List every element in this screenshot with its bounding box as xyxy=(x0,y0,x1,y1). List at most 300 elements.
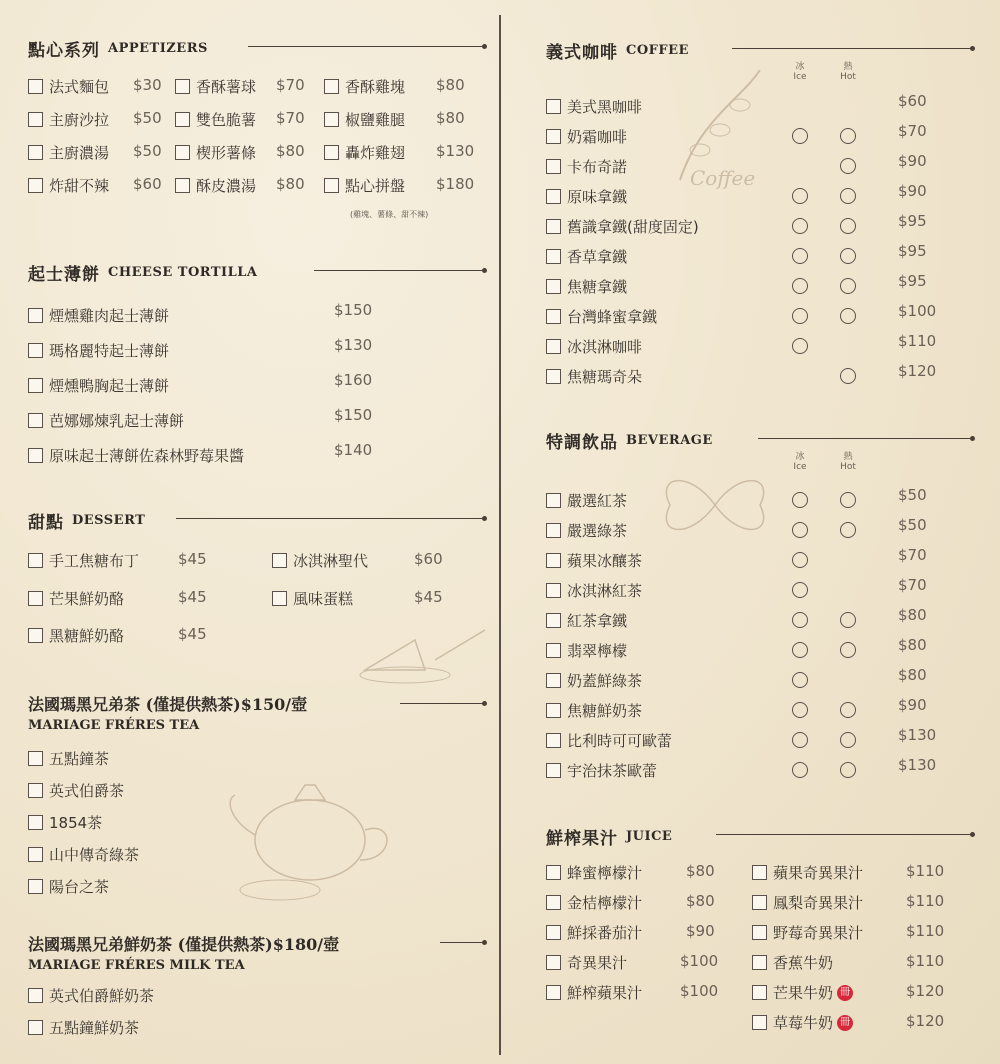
beverage-ice-header xyxy=(788,452,812,472)
beverage-hot-en: Hot xyxy=(840,462,856,472)
item-price: $70 xyxy=(898,576,927,594)
checkbox[interactable] xyxy=(28,847,43,862)
item-name: 主廚濃湯 xyxy=(49,144,110,162)
item-name: 鮮採番茄汁 xyxy=(567,924,643,942)
item-name: 焦糖拿鐵 xyxy=(567,278,628,296)
item-name: 草莓牛奶 xyxy=(773,1014,834,1032)
checkbox[interactable] xyxy=(546,673,561,688)
item-price: $95 xyxy=(898,212,927,230)
checkbox[interactable] xyxy=(546,703,561,718)
item-price: $130 xyxy=(898,726,937,744)
coffee-sketch-decoration xyxy=(660,60,780,200)
menu-item[interactable] xyxy=(324,109,405,130)
ice-marker xyxy=(792,582,808,598)
item-name: 比利時可可歐蕾 xyxy=(567,732,673,750)
menu-item[interactable] xyxy=(175,175,256,196)
item-name: 卡布奇諾 xyxy=(567,158,628,176)
menu-item[interactable] xyxy=(28,142,109,163)
item-price: $80 xyxy=(276,175,305,193)
butterfly-sketch-decoration xyxy=(650,465,780,545)
menu-item[interactable] xyxy=(28,76,109,97)
item-price: $120 xyxy=(906,1012,945,1030)
menu-item[interactable] xyxy=(272,550,368,571)
item-price: $110 xyxy=(906,952,945,970)
checkbox[interactable] xyxy=(28,79,43,94)
item-price: $50 xyxy=(898,486,927,504)
hot-marker xyxy=(840,732,856,748)
item-price: $110 xyxy=(906,892,945,910)
menu-item[interactable] xyxy=(546,700,642,721)
checkbox[interactable] xyxy=(324,178,339,193)
checkbox[interactable] xyxy=(28,378,43,393)
juice-zh: 鮮榨果汁 xyxy=(546,829,618,849)
ice-marker xyxy=(792,552,808,568)
item-name: 風味蛋糕 xyxy=(293,590,354,608)
menu-item[interactable] xyxy=(28,588,124,609)
item-name: 蜂蜜檸檬汁 xyxy=(567,864,643,882)
item-name: 冰淇淋聖代 xyxy=(293,552,369,570)
coffee-ice-zh: 冰 xyxy=(795,62,805,72)
ice-marker xyxy=(792,308,808,324)
beverage-en: BEVERAGE xyxy=(626,433,713,448)
section-title-juice xyxy=(546,824,672,849)
menu-item[interactable] xyxy=(752,862,863,883)
coffee-rule xyxy=(732,48,972,49)
checkbox[interactable] xyxy=(28,783,43,798)
item-price: $80 xyxy=(898,606,927,624)
hot-marker xyxy=(840,762,856,778)
beverage-rule xyxy=(758,438,972,439)
ice-marker xyxy=(792,642,808,658)
menu-item[interactable] xyxy=(28,780,124,801)
checkbox[interactable] xyxy=(546,583,561,598)
menu-item[interactable] xyxy=(28,305,169,326)
item-price: $110 xyxy=(906,922,945,940)
item-price: $45 xyxy=(414,588,443,606)
item-price: $45 xyxy=(178,625,207,643)
menu-item[interactable] xyxy=(546,216,699,237)
item-name: 1854茶 xyxy=(49,814,103,832)
checkbox[interactable] xyxy=(546,219,561,234)
checkbox[interactable] xyxy=(546,189,561,204)
item-price: $90 xyxy=(898,152,927,170)
beverage-hot-header xyxy=(836,452,860,472)
item-price: $60 xyxy=(414,550,443,568)
menu-item[interactable] xyxy=(28,550,139,571)
item-name: 香酥雞塊 xyxy=(345,78,406,96)
item-price: $70 xyxy=(276,109,305,127)
item-name: 芒果鮮奶酪 xyxy=(49,590,125,608)
item-name: 金桔檸檬汁 xyxy=(567,894,643,912)
checkbox[interactable] xyxy=(546,159,561,174)
menu-item[interactable] xyxy=(546,670,642,691)
ice-marker xyxy=(792,338,808,354)
checkbox[interactable] xyxy=(546,309,561,324)
menu-item[interactable] xyxy=(546,276,627,297)
beverage-hot-zh: 熱 xyxy=(843,452,853,462)
section-title-beverage xyxy=(546,428,713,453)
item-name: 紅茶拿鐵 xyxy=(567,612,628,630)
item-price: $100 xyxy=(898,302,937,320)
menu-item[interactable] xyxy=(324,175,405,196)
section-title-tortilla xyxy=(28,260,257,285)
menu-item[interactable] xyxy=(28,625,124,646)
item-name: 炸甜不辣 xyxy=(49,177,110,195)
item-name: 冰淇淋咖啡 xyxy=(567,338,643,356)
menu-item[interactable] xyxy=(175,142,256,163)
item-name: 瑪格麗特起士薄餅 xyxy=(49,342,170,360)
hot-marker xyxy=(840,368,856,384)
milk-tea-title: 法國瑪黑兄弟鮮奶茶 (僅提供熱茶)$180/壺 xyxy=(28,935,340,954)
menu-item[interactable] xyxy=(28,175,109,196)
checkbox[interactable] xyxy=(28,343,43,358)
menu-item[interactable] xyxy=(28,445,244,466)
checkbox[interactable] xyxy=(28,413,43,428)
menu-item[interactable] xyxy=(546,490,627,511)
checkbox[interactable] xyxy=(28,815,43,830)
ice-marker xyxy=(792,672,808,688)
item-price: $150 xyxy=(334,406,373,424)
menu-item[interactable] xyxy=(324,142,405,163)
checkbox[interactable] xyxy=(546,493,561,508)
menu-item[interactable] xyxy=(546,640,627,661)
hot-marker xyxy=(840,158,856,174)
checkbox[interactable] xyxy=(28,178,43,193)
hot-marker xyxy=(840,188,856,204)
beverage-zh: 特調飲品 xyxy=(546,433,618,453)
menu-item[interactable] xyxy=(546,366,642,387)
menu-item[interactable] xyxy=(546,862,642,883)
menu-item[interactable] xyxy=(752,1012,853,1033)
ice-marker xyxy=(792,522,808,538)
coffee-hot-en: Hot xyxy=(840,72,856,82)
checkbox[interactable] xyxy=(546,553,561,568)
item-name: 野莓奇異果汁 xyxy=(773,924,864,942)
menu-item[interactable] xyxy=(28,410,184,431)
checkbox[interactable] xyxy=(546,369,561,384)
checkbox[interactable] xyxy=(546,339,561,354)
item-price: $120 xyxy=(898,362,937,380)
menu-item[interactable] xyxy=(546,306,657,327)
item-name: 舊識拿鐵(甜度固定) xyxy=(567,218,699,236)
menu-item[interactable] xyxy=(28,748,109,769)
hot-marker xyxy=(840,612,856,628)
item-price: $130 xyxy=(436,142,475,160)
menu-item[interactable] xyxy=(752,892,863,913)
checkbox[interactable] xyxy=(175,112,190,127)
checkbox[interactable] xyxy=(28,628,43,643)
checkbox[interactable] xyxy=(546,643,561,658)
menu-item[interactable] xyxy=(752,952,833,973)
item-price: $80 xyxy=(686,892,715,910)
tortilla-rule xyxy=(314,270,484,271)
juice-en: JUICE xyxy=(626,829,673,844)
ice-marker xyxy=(792,218,808,234)
item-name: 焦糖鮮奶茶 xyxy=(567,702,643,720)
dessert-en: DESSERT xyxy=(72,513,146,528)
checkbox[interactable] xyxy=(752,985,767,1000)
item-price: $95 xyxy=(898,242,927,260)
checkbox[interactable] xyxy=(546,925,561,940)
item-price: $80 xyxy=(686,862,715,880)
item-name: 雙色脆薯 xyxy=(196,111,257,129)
coffee-en: COFFEE xyxy=(626,43,689,58)
hot-marker xyxy=(840,248,856,264)
menu-item[interactable] xyxy=(28,109,109,130)
item-name: 五點鐘鮮奶茶 xyxy=(49,1019,140,1037)
checkbox[interactable] xyxy=(546,763,561,778)
checkbox[interactable] xyxy=(546,279,561,294)
item-name: 陽台之茶 xyxy=(49,878,110,896)
item-price: $95 xyxy=(898,272,927,290)
item-name: 英式伯爵鮮奶茶 xyxy=(49,987,155,1005)
item-price: $120 xyxy=(906,982,945,1000)
tea-en: MARIAGE FRÉRES TEA xyxy=(28,718,200,733)
checkbox[interactable] xyxy=(28,751,43,766)
new-badge-icon: 冊 xyxy=(837,1015,853,1031)
coffee-hot-header xyxy=(836,62,860,82)
item-name: 楔形薯條 xyxy=(196,144,257,162)
menu-item[interactable] xyxy=(546,520,627,541)
item-price: $150 xyxy=(334,301,373,319)
tea-title: 法國瑪黑兄弟茶 (僅提供熱茶)$150/壺 xyxy=(28,695,308,714)
center-divider xyxy=(499,15,501,1055)
dessert-zh: 甜點 xyxy=(28,513,64,533)
item-price: $80 xyxy=(898,636,927,654)
item-price: $70 xyxy=(898,546,927,564)
item-name: 香蕉牛奶 xyxy=(773,954,834,972)
item-name: 奶蓋鮮綠茶 xyxy=(567,672,643,690)
tortilla-en: CHEESE TORTILLA xyxy=(108,265,258,280)
checkbox[interactable] xyxy=(28,553,43,568)
item-name: 英式伯爵茶 xyxy=(49,782,125,800)
hot-marker xyxy=(840,702,856,718)
menu-item[interactable] xyxy=(546,156,627,177)
item-name: 鮮榨蘋果汁 xyxy=(567,984,643,1002)
hot-marker xyxy=(840,522,856,538)
checkbox[interactable] xyxy=(28,145,43,160)
menu-item[interactable] xyxy=(546,610,627,631)
item-name: 焦糖瑪奇朵 xyxy=(567,368,643,386)
item-price: $140 xyxy=(334,441,373,459)
checkbox[interactable] xyxy=(175,145,190,160)
item-name: 山中傳奇綠茶 xyxy=(49,846,140,864)
ice-marker xyxy=(792,492,808,508)
item-price: $90 xyxy=(898,696,927,714)
appetizers-en: APPETIZERS xyxy=(108,41,208,56)
item-price: $130 xyxy=(334,336,373,354)
menu-item[interactable] xyxy=(546,580,642,601)
item-name: 煙燻鴨胸起士薄餅 xyxy=(49,377,170,395)
checkbox[interactable] xyxy=(752,925,767,940)
teapot-sketch-decoration xyxy=(220,760,410,910)
checkbox[interactable] xyxy=(324,112,339,127)
item-name: 煙燻雞肉起士薄餅 xyxy=(49,307,170,325)
menu-item[interactable] xyxy=(546,126,627,147)
item-price: $70 xyxy=(898,122,927,140)
menu-item[interactable] xyxy=(28,1017,139,1038)
item-name: 美式黑咖啡 xyxy=(567,98,643,116)
ice-marker xyxy=(792,762,808,778)
milk-tea-en: MARIAGE FRÉRES MILK TEA xyxy=(28,958,245,973)
menu-item[interactable] xyxy=(546,922,642,943)
item-name: 嚴選綠茶 xyxy=(567,522,628,540)
hot-marker xyxy=(840,128,856,144)
item-name: 香酥薯球 xyxy=(196,78,257,96)
item-price: $80 xyxy=(436,109,465,127)
checkbox[interactable] xyxy=(546,249,561,264)
coffee-ice-header xyxy=(788,62,812,82)
item-price: $45 xyxy=(178,588,207,606)
item-name: 宇治抹茶歐蕾 xyxy=(567,762,658,780)
hot-marker xyxy=(840,218,856,234)
checkbox[interactable] xyxy=(28,308,43,323)
item-price: $80 xyxy=(436,76,465,94)
menu-item[interactable] xyxy=(546,730,672,751)
checkbox[interactable] xyxy=(752,1015,767,1030)
item-price: $50 xyxy=(133,109,162,127)
menu-item[interactable] xyxy=(28,844,139,865)
checkbox[interactable] xyxy=(546,865,561,880)
ice-marker xyxy=(792,248,808,264)
item-price: $100 xyxy=(680,982,719,1000)
menu-item[interactable] xyxy=(28,985,154,1006)
item-name: 蘋果冰釀茶 xyxy=(567,552,643,570)
menu-item[interactable] xyxy=(546,336,642,357)
menu-item[interactable] xyxy=(752,922,863,943)
hot-marker xyxy=(840,278,856,294)
checkbox[interactable] xyxy=(28,112,43,127)
hot-marker xyxy=(840,642,856,658)
cake-sketch-decoration xyxy=(355,610,495,690)
ice-marker xyxy=(792,732,808,748)
item-name: 手工焦糖布丁 xyxy=(49,552,140,570)
checkbox[interactable] xyxy=(272,553,287,568)
menu-item[interactable] xyxy=(546,892,642,913)
section-title-appetizers xyxy=(28,36,208,61)
checkbox[interactable] xyxy=(28,1020,43,1035)
svg-text:Coffee: Coffee xyxy=(690,166,756,190)
checkbox[interactable] xyxy=(546,613,561,628)
checkbox[interactable] xyxy=(324,145,339,160)
menu-item[interactable] xyxy=(546,982,642,1003)
checkbox[interactable] xyxy=(272,591,287,606)
item-name: 翡翠檸檬 xyxy=(567,642,628,660)
checkbox[interactable] xyxy=(752,895,767,910)
item-name: 點心拼盤 xyxy=(345,177,406,195)
checkbox[interactable] xyxy=(546,129,561,144)
checkbox[interactable] xyxy=(752,955,767,970)
menu-item[interactable] xyxy=(546,186,627,207)
menu-item[interactable] xyxy=(752,982,853,1003)
platter-note: (雞塊、薯條、甜不辣) xyxy=(350,210,429,219)
checkbox[interactable] xyxy=(546,955,561,970)
item-name: 主廚沙拉 xyxy=(49,111,110,129)
menu-item[interactable] xyxy=(546,952,627,973)
item-name: 椒鹽雞腿 xyxy=(345,111,406,129)
menu-item[interactable] xyxy=(28,375,169,396)
checkbox[interactable] xyxy=(546,895,561,910)
item-price: $90 xyxy=(686,922,715,940)
menu-item[interactable] xyxy=(546,246,627,267)
checkbox[interactable] xyxy=(546,523,561,538)
item-price: $30 xyxy=(133,76,162,94)
item-name: 嚴選紅茶 xyxy=(567,492,628,510)
milk-tea-rule xyxy=(440,942,484,943)
checkbox[interactable] xyxy=(175,79,190,94)
beverage-ice-zh: 冰 xyxy=(795,452,805,462)
checkbox[interactable] xyxy=(28,591,43,606)
item-price: $70 xyxy=(276,76,305,94)
checkbox[interactable] xyxy=(175,178,190,193)
checkbox[interactable] xyxy=(28,988,43,1003)
item-price: $130 xyxy=(898,756,937,774)
item-price: $50 xyxy=(133,142,162,160)
item-name: 法式麵包 xyxy=(49,78,110,96)
menu-item[interactable] xyxy=(272,588,353,609)
menu-item[interactable] xyxy=(546,550,642,571)
beverage-ice-en: Ice xyxy=(793,462,807,472)
checkbox[interactable] xyxy=(752,865,767,880)
checkbox[interactable] xyxy=(546,733,561,748)
dessert-rule xyxy=(176,518,484,519)
menu-item[interactable] xyxy=(175,109,256,130)
menu-item[interactable] xyxy=(546,760,657,781)
checkbox[interactable] xyxy=(28,448,43,463)
item-name: 芭娜娜煉乳起士薄餅 xyxy=(49,412,185,430)
ice-marker xyxy=(792,278,808,294)
item-price: $100 xyxy=(680,952,719,970)
item-name: 黑糖鮮奶酪 xyxy=(49,627,125,645)
item-name: 原味拿鐵 xyxy=(567,188,628,206)
item-name: 奇異果汁 xyxy=(567,954,628,972)
checkbox[interactable] xyxy=(28,879,43,894)
checkbox[interactable] xyxy=(324,79,339,94)
menu-item[interactable] xyxy=(28,876,109,897)
item-name: 鳳梨奇異果汁 xyxy=(773,894,864,912)
hot-marker xyxy=(840,308,856,324)
coffee-ice-en: Ice xyxy=(793,72,807,82)
menu-item[interactable] xyxy=(28,812,102,833)
coffee-hot-zh: 熱 xyxy=(843,62,853,72)
coffee-zh: 義式咖啡 xyxy=(546,43,618,63)
menu-item[interactable] xyxy=(28,340,169,361)
appetizers-rule xyxy=(248,46,484,47)
checkbox[interactable] xyxy=(546,99,561,114)
menu-item[interactable] xyxy=(546,96,642,117)
item-price: $110 xyxy=(898,332,937,350)
item-name: 原味起士薄餅佐森林野莓果醬 xyxy=(49,447,245,465)
checkbox[interactable] xyxy=(546,985,561,1000)
menu-item[interactable] xyxy=(175,76,256,97)
item-price: $80 xyxy=(898,666,927,684)
new-badge-icon: 冊 xyxy=(837,985,853,1001)
item-name: 轟炸雞翅 xyxy=(345,144,406,162)
item-name: 奶霜咖啡 xyxy=(567,128,628,146)
ice-marker xyxy=(792,612,808,628)
ice-marker xyxy=(792,188,808,204)
item-price: $60 xyxy=(133,175,162,193)
ice-marker xyxy=(792,702,808,718)
menu-item[interactable] xyxy=(324,76,405,97)
item-price: $50 xyxy=(898,516,927,534)
section-title-coffee xyxy=(546,38,689,63)
item-price: $80 xyxy=(276,142,305,160)
item-price: $160 xyxy=(334,371,373,389)
item-name: 蘋果奇異果汁 xyxy=(773,864,864,882)
ice-marker xyxy=(792,128,808,144)
item-name: 冰淇淋紅茶 xyxy=(567,582,643,600)
